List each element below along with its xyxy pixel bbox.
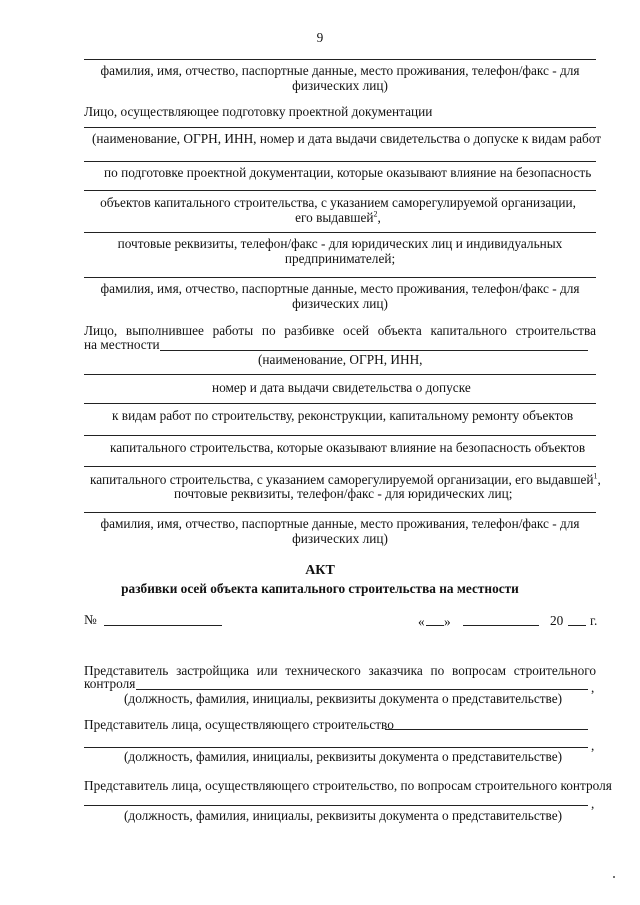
footnote-ref: 1 — [593, 471, 598, 481]
control-rep-field[interactable] — [84, 805, 588, 806]
act-title: АКТ — [305, 563, 335, 578]
date-close-quote: » — [444, 614, 451, 629]
page-number: 9 — [316, 30, 324, 45]
field-caption: (наименование, ОГРН, ИНН, номер и дата выдачи свидетельства о допуске к видам работ — [92, 131, 602, 146]
footnote-ref: 2 — [373, 209, 378, 219]
field-caption: (наименование, ОГРН, ИНН, — [258, 352, 423, 367]
axes-layout-label-line2: на местности — [84, 337, 160, 352]
field-line — [84, 232, 596, 233]
field-line — [84, 190, 596, 191]
field-caption — [90, 195, 586, 225]
project-doc-label: Лицо, осуществляющее подготовку проектной документации — [84, 104, 433, 119]
field-line — [84, 161, 596, 162]
caption-text: капитального строительства, с указанием саморегулируемой организации, его выдавшей — [90, 472, 594, 487]
act-number-label: № — [84, 612, 97, 627]
field-caption: (должность, фамилия, инициалы, реквизиты документа о представительстве) — [124, 808, 563, 823]
field-caption: (должность, фамилия, инициалы, реквизиты документа о представительстве) — [124, 749, 563, 764]
date-open-quote: « — [418, 614, 425, 629]
field-line — [84, 403, 596, 404]
scan-artifact — [613, 876, 615, 878]
field-line — [84, 512, 596, 513]
field-caption: почтовые реквизиты, телефон/факс - для юридических лиц и индивидуальных предпринимателей; — [117, 236, 563, 266]
field-caption: капитального строительства, которые оказывают влияние на безопасность объектов — [110, 440, 586, 455]
date-year-prefix: 20 — [550, 613, 564, 628]
field-caption: (должность, фамилия, инициалы, реквизиты документа о представительстве) — [124, 691, 563, 706]
field-caption: фамилия, имя, отчество, паспортные данные, место проживания, телефон/факс - для физических лиц) — [100, 63, 580, 93]
builder-rep-label: Представитель лица, осуществляющего строительство — [84, 717, 394, 732]
field-caption: номер и дата выдачи свидетельства о допуске — [212, 380, 471, 395]
field-caption: к видам работ по строительству, реконструкции, капитальному ремонту объектов — [112, 408, 574, 423]
field-caption: по подготовке проектной документации, которые оказывают влияние на безопасность — [104, 165, 592, 180]
field-caption: почтовые реквизиты, телефон/факс - для юридических лиц; — [174, 486, 513, 501]
field-line — [160, 350, 588, 351]
date-month-field[interactable] — [463, 625, 539, 626]
field-comma: , — [591, 680, 595, 695]
field-comma: , — [591, 738, 595, 753]
date-day-field[interactable] — [426, 625, 444, 626]
field-caption: фамилия, имя, отчество, паспортные данные, место проживания, телефон/факс - для физических лиц) — [100, 281, 580, 311]
builder-rep-field-cont[interactable] — [84, 747, 588, 748]
developer-rep-field[interactable] — [136, 689, 588, 690]
act-subtitle: разбивки осей объекта капитального строительства на местности — [121, 581, 519, 596]
field-line — [84, 59, 596, 60]
field-line — [84, 466, 596, 467]
builder-rep-field[interactable] — [385, 729, 588, 730]
caption-comma: , — [377, 210, 381, 225]
field-line — [84, 277, 596, 278]
developer-rep-line1: Представитель застройщика или технического заказчика по вопросам строительного — [84, 663, 596, 678]
date-year-field[interactable] — [568, 625, 586, 626]
field-line — [84, 127, 596, 128]
date-year-suffix: г. — [590, 613, 598, 628]
developer-rep-line2: контроля — [84, 676, 136, 691]
field-comma: , — [591, 796, 595, 811]
field-line — [84, 435, 596, 436]
axes-layout-label-line1: Лицо, выполнившее работы по разбивке осей объекта капитального строительства — [84, 323, 596, 338]
control-rep-label: Представитель лица, осуществляющего строительство, по вопросам строительного контроля — [84, 778, 612, 793]
caption-comma: , — [597, 472, 601, 487]
field-caption — [90, 472, 601, 487]
field-line — [84, 374, 596, 375]
caption-text: объектов капитального строительства, с указанием саморегулируемой организации, его выдавшей — [100, 195, 576, 225]
act-number-field[interactable] — [104, 625, 222, 626]
field-caption: фамилия, имя, отчество, паспортные данные, место проживания, телефон/факс - для физических лиц) — [100, 516, 580, 546]
